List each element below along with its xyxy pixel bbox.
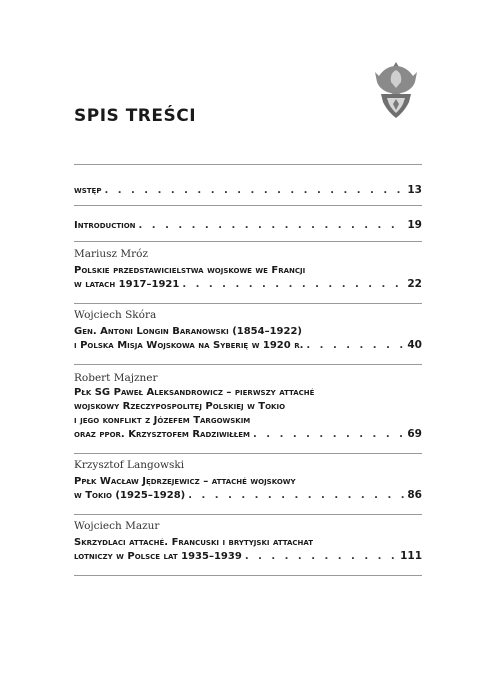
toc-entry-title: Introduction [74,220,136,231]
toc-author: Mariusz Mróz [74,248,149,260]
toc-page-number: 19 [407,219,422,231]
leader-dots [245,550,397,563]
toc-page-number: 13 [407,184,422,196]
toc-entry-title-line[interactable] [74,414,422,427]
toc-entry-title-line[interactable] [74,475,422,488]
leader-dots [182,278,404,291]
toc-entry-title-line[interactable] [74,536,422,549]
leader-dots [253,428,404,441]
toc-entry-title-line[interactable] [74,264,422,277]
toc-entry-introduction[interactable] [74,219,422,232]
toc-author: Robert Majzner [74,372,158,384]
toc-entry-title: oraz ppor. Krzysztofem Radziwiłłem [74,429,251,440]
toc-entry-wstep[interactable] [74,184,422,197]
toc-entry-title: Gen. Antoni Longin Baranowski (1854–1922) [74,326,303,337]
toc-entry-title-line[interactable] [74,400,422,413]
toc-entry-title: Ppłk Wacław Jędrzejewicz – attaché wojskowy [74,476,296,487]
toc-entry-title: wojskowy Rzeczypospolitej Polskiej w Tokio [74,401,286,412]
toc-entry-title-line[interactable] [74,339,422,352]
toc-entry-title: w Tokio (1925–1928) [74,490,186,501]
toc-page-number: 22 [407,278,422,290]
toc-page-number: 86 [407,489,422,501]
toc-author: Wojciech Mazur [74,520,160,532]
divider [74,303,422,304]
leader-dots [139,219,405,232]
toc-page-number: 69 [407,428,422,440]
leader-dots [306,339,404,352]
divider [74,364,422,365]
toc-author: Krzysztof Langowski [74,459,185,471]
toc-entry-title: Płk SG Paweł Aleksandrowicz – pierwszy attaché [74,387,315,398]
toc-page-number: 111 [400,550,422,562]
divider [74,514,422,515]
toc-entry-title: i Polska Misja Wojskowa na Syberię w 1920 r. [74,340,304,351]
toc-entry-title: lotniczy w Polsce lat 1935–1939 [74,551,242,562]
eagle-emblem-icon [371,58,421,120]
toc-entry-title-line[interactable] [74,489,422,502]
toc-entry-title-line[interactable] [74,550,422,563]
divider [74,241,422,242]
page-title: SPIS TREŚCI [74,106,197,126]
toc-entry-title-line[interactable] [74,386,422,399]
divider [74,453,422,454]
toc-entry-title: wstęp [74,185,102,196]
leader-dots [188,489,404,502]
toc-entry-title: Skrzydlaci attaché. Francuski i brytyjski attachat [74,537,314,548]
toc-page-number: 40 [407,339,422,351]
toc-entry-title-line[interactable] [74,428,422,441]
divider [74,164,422,165]
toc-entry-title: w latach 1917–1921 [74,279,180,290]
toc-author: Wojciech Skóra [74,309,157,321]
toc-entry-title-line[interactable] [74,278,422,291]
leader-dots [104,184,404,197]
toc-entry-title: i jego konflikt z Józefem Targowskim [74,415,251,426]
divider [74,575,422,576]
toc-entry-title-line[interactable] [74,325,422,338]
toc-entry-title: Polskie przedstawicielstwa wojskowe we Francji [74,265,306,276]
divider [74,205,422,206]
